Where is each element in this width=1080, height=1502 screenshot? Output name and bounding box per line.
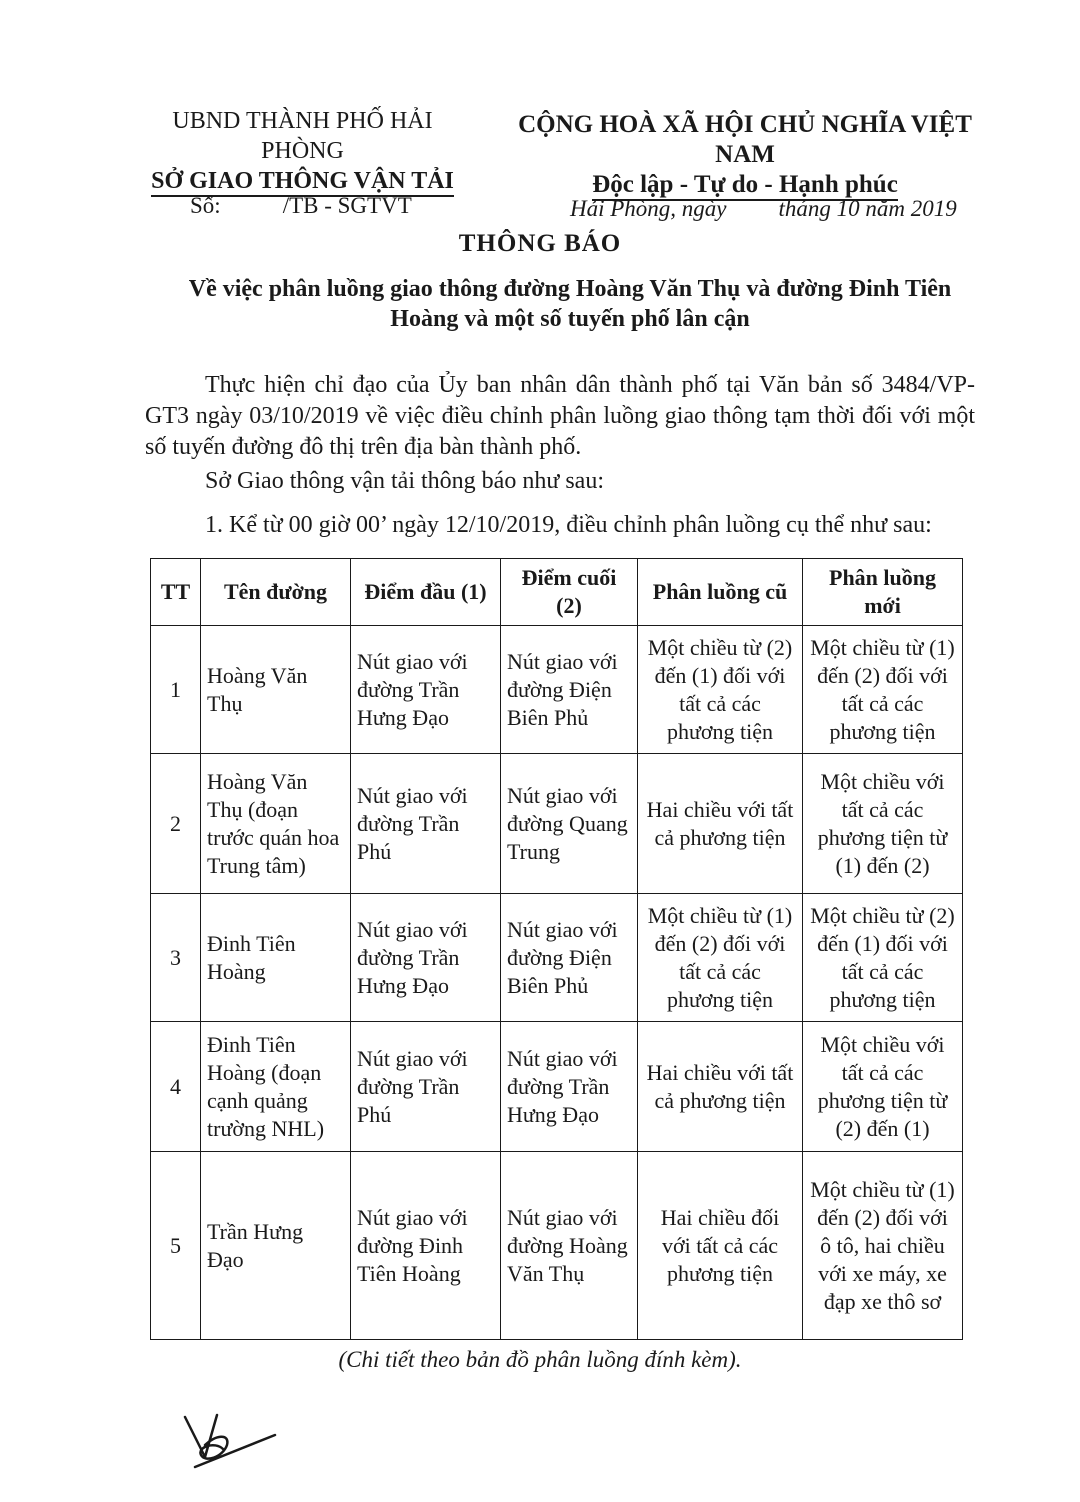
table-row	[151, 754, 963, 894]
end-point: Nút giao với đường Điện Biên Phủ	[501, 894, 638, 1022]
national-motto	[495, 110, 995, 201]
date-place: Hải Phòng, ngày	[570, 196, 727, 221]
street-name: Đinh Tiên Hoàng (đoạn cạnh quảng trường NHL)	[201, 1022, 351, 1152]
new-routing: Một chiều từ (1) đến (2) đối với ô tô, hai chiều với xe máy, xe đạp xe thô sơ	[803, 1152, 963, 1340]
start-point: Nút giao với đường Trần Hưng Đạo	[351, 626, 501, 754]
old-routing: Một chiều từ (2) đến (1) đối với tất cả các phương tiện	[638, 626, 803, 754]
old-routing: Hai chiều đối với tất cả các phương tiện	[638, 1152, 803, 1340]
number-label: Số:	[190, 193, 221, 218]
document-subject	[170, 274, 970, 334]
table-row	[151, 894, 963, 1022]
header-cell: Điểm đầu (1)	[351, 559, 501, 626]
document-title: THÔNG BÁO	[458, 230, 622, 257]
street-name: Trần Hưng Đạo	[201, 1152, 351, 1340]
row-number: 2	[151, 754, 201, 894]
new-routing: Một chiều với tất cả các phương tiện từ (2) đến (1)	[803, 1022, 963, 1152]
map-note: (Chi tiết theo bản đồ phân luồng đính kèm).	[338, 1347, 742, 1372]
street-name: Hoàng Văn Thụ (đoạn trước quán hoa Trung tâm)	[201, 754, 351, 894]
end-point: Nút giao với đường Hoàng Văn Thụ	[501, 1152, 638, 1340]
header-cell: Điểm cuối (2)	[501, 559, 638, 626]
old-routing: Hai chiều với tất cả phương tiện	[638, 754, 803, 894]
body-paragraph-3: 1. Kể từ 00 giờ 00’ ngày 12/10/2019, điều chỉnh phân luồng cụ thể như sau:	[205, 512, 932, 538]
country-name: CỘNG HOÀ XÃ HỘI CHỦ NGHĨA VIỆT NAM	[518, 111, 972, 168]
date-month-year: tháng 10 năm 2019	[778, 196, 957, 221]
old-routing: Một chiều từ (1) đến (2) đối với tất cả các phương tiện	[638, 894, 803, 1022]
issuing-agency	[130, 106, 475, 197]
end-point: Nút giao với đường Điện Biên Phủ	[501, 626, 638, 754]
body-paragraph-2: Sở Giao thông vận tải thông báo như sau:	[205, 468, 604, 494]
row-number: 4	[151, 1022, 201, 1152]
table-row	[151, 1022, 963, 1152]
number-code: /TB - SGTVT	[282, 193, 412, 218]
motto-text: Độc lập - Tự do - Hạnh phúc	[592, 172, 898, 201]
table-header-row	[151, 559, 963, 626]
subject-text: Về việc phân luồng giao thông đường Hoàng Văn Thụ và đường Đinh Tiên Hoàng và một số tuyến phố lân cận	[188, 276, 952, 332]
row-number: 3	[151, 894, 201, 1022]
header-cell: Phân luồng mới	[803, 559, 963, 626]
header-cell: Tên đường	[201, 559, 351, 626]
row-number: 1	[151, 626, 201, 754]
end-point: Nút giao với đường Trần Hưng Đạo	[501, 1022, 638, 1152]
signature-mark	[175, 1405, 285, 1485]
row-number: 5	[151, 1152, 201, 1340]
new-routing: Một chiều từ (1) đến (2) đối với tất cả các phương tiện	[803, 626, 963, 754]
new-routing: Một chiều từ (2) đến (1) đối với tất cả các phương tiện	[803, 894, 963, 1022]
end-point: Nút giao với đường Quang Trung	[501, 754, 638, 894]
table-row	[151, 626, 963, 754]
old-routing: Hai chiều với tất cả phương tiện	[638, 1022, 803, 1152]
start-point: Nút giao với đường Trần Hưng Đạo	[351, 894, 501, 1022]
start-point: Nút giao với đường Trần Phú	[351, 754, 501, 894]
table-row	[151, 1152, 963, 1340]
start-point: Nút giao với đường Đinh Tiên Hoàng	[351, 1152, 501, 1340]
routing-table	[150, 558, 963, 1340]
street-name: Hoàng Văn Thụ	[201, 626, 351, 754]
agency-parent: UBND THÀNH PHỐ HẢI PHÒNG	[172, 108, 433, 164]
start-point: Nút giao với đường Trần Phú	[351, 1022, 501, 1152]
new-routing: Một chiều với tất cả các phương tiện từ (1) đến (2)	[803, 754, 963, 894]
document-date	[570, 196, 957, 222]
document-number	[190, 193, 412, 219]
header-cell: Phân luồng cũ	[638, 559, 803, 626]
agency-name-text: SỞ GIAO THÔNG VẬN TẢI	[151, 168, 454, 197]
body-paragraph-1: Thực hiện chỉ đạo của Ủy ban nhân dân thành phố tại Văn bản số 3484/VP-GT3 ngày 03/10/2019 về việc điều chỉnh phân luồng giao thông tạm thời đối với một số tuyến đường đô thị trên địa bàn thành phố.	[145, 372, 975, 460]
header-cell: TT	[151, 559, 201, 626]
street-name: Đinh Tiên Hoàng	[201, 894, 351, 1022]
